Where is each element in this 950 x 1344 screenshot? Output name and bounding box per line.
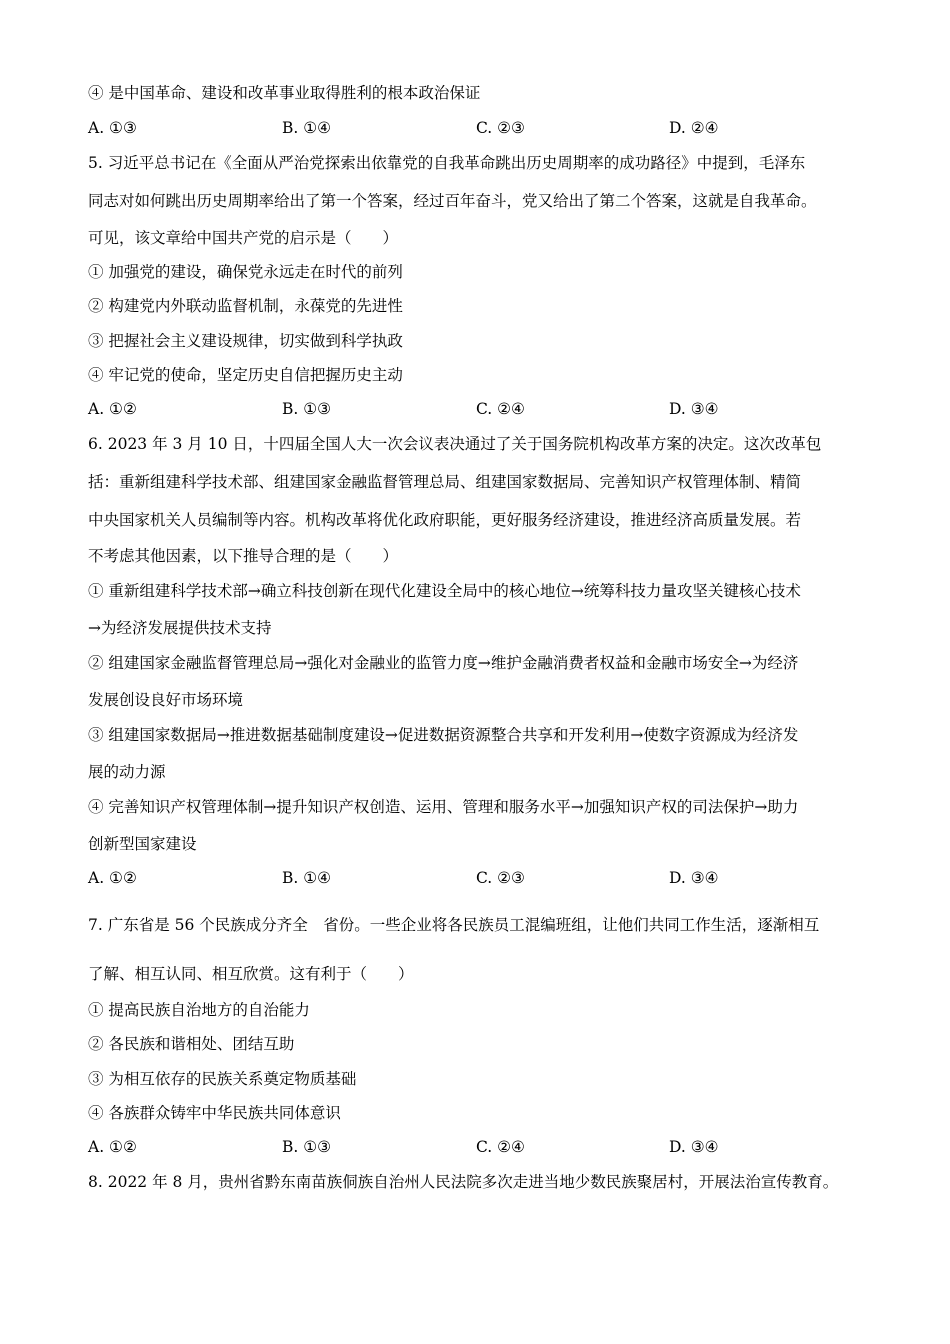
q7-option-d: D. ③④ (669, 1138, 719, 1156)
q6-item-2: ② 组建国家金融监督管理总局→强化对金融业的监管力度→维护金融消费者权益和金融市场安全→为经济 (88, 654, 799, 672)
q6-option-d: D. ③④ (669, 869, 719, 887)
q6-item-3-cont: 展的动力源 (88, 763, 166, 781)
q7-option-c: C. ②④ (476, 1138, 525, 1156)
q5-stem-line-2: 同志对如何跳出历史周期率给出了第一个答案，经过百年奋斗，党又给出了第二个答案，这就是自我革命。 (88, 192, 817, 210)
q5-stem-line-1: 5. 习近平总书记在《全面从严治党探索出依靠党的自我革命跳出历史周期率的成功路径》中提到，毛泽东 (88, 154, 806, 172)
q6-item-1: ① 重新组建科学技术部→确立科技创新在现代化建设全局中的核心地位→统筹科技力量攻坚关键核心技术 (88, 582, 801, 600)
q6-stem-line-2: 括：重新组建科学技术部、组建国家金融监督管理总局、组建国家数据局、完善知识产权管理体制、精简 (88, 473, 802, 491)
q6-stem-line-1: 6. 2023 年 3 月 10 日，十四届全国人大一次会议表决通过了关于国务院机构改革方案的决定。这次改革包 (88, 435, 822, 453)
q7-item-1: ① 提高民族自治地方的自治能力 (88, 1001, 310, 1019)
q7-item-3: ③ 为相互依存的民族关系奠定物质基础 (88, 1070, 357, 1088)
q4-option-b: B. ①④ (282, 119, 332, 137)
q6-item-4: ④ 完善知识产权管理体制→提升知识产权创造、运用、管理和服务水平→加强知识产权的司法保护→助力 (88, 798, 799, 816)
q4-option-a: A. ①③ (88, 119, 137, 137)
q4-option-c: C. ②③ (476, 119, 525, 137)
q6-item-3: ③ 组建国家数据局→推进数据基础制度建设→促进数据资源整合共享和开发利用→使数字资源成为经济发 (88, 726, 799, 744)
q5-item-1: ① 加强党的建设，确保党永远走在时代的前列 (88, 263, 403, 281)
q5-item-2: ② 构建党内外联动监督机制，永葆党的先进性 (88, 297, 403, 315)
q6-option-b: B. ①④ (282, 869, 332, 887)
q4-item-4: ④ 是中国革命、建设和改革事业取得胜利的根本政治保证 (88, 84, 481, 102)
q7-item-4: ④ 各族群众铸牢中华民族共同体意识 (88, 1104, 341, 1122)
q5-option-a: A. ①② (88, 400, 137, 418)
q7-option-a: A. ①② (88, 1138, 137, 1156)
q8-stem-line-1: 8. 2022 年 8 月，贵州省黔东南苗族侗族自治州人民法院多次走进当地少数民族聚居村，开展法治宣传教育。 (88, 1173, 839, 1191)
q5-item-4: ④ 牢记党的使命，坚定历史自信把握历史主动 (88, 366, 403, 384)
q7-item-2: ② 各民族和谐相处、团结互助 (88, 1035, 295, 1053)
q5-option-b: B. ①③ (282, 400, 332, 418)
q6-item-1-cont: →为经济发展提供技术支持 (88, 619, 272, 637)
q7-stem-line-2: 了解、相互认同、相互欣赏。这有利于（ ） (88, 965, 414, 983)
q6-stem-line-3: 中央国家机关人员编制等内容。机构改革将优化政府职能，更好服务经济建设，推进经济高质量发展。若 (88, 511, 802, 529)
q7-option-b: B. ①③ (282, 1138, 332, 1156)
q5-option-c: C. ②④ (476, 400, 525, 418)
q4-option-d: D. ②④ (669, 119, 719, 137)
q6-stem-line-4: 不考虑其他因素，以下推导合理的是（ ） (88, 547, 399, 565)
q6-item-2-cont: 发展创设良好市场环境 (88, 691, 244, 709)
q5-item-3: ③ 把握社会主义建设规律，切实做到科学执政 (88, 332, 403, 350)
q5-option-d: D. ③④ (669, 400, 719, 418)
q6-option-c: C. ②③ (476, 869, 525, 887)
q7-stem-line-1: 7. 广东省是 56 个民族成分齐全 省份。一些企业将各民族员工混编班组，让他们共同工作生活，逐渐相互 (88, 916, 820, 934)
q6-item-4-cont: 创新型国家建设 (88, 835, 197, 853)
q6-option-a: A. ①② (88, 869, 137, 887)
q5-stem-line-3: 可见，该文章给中国共产党的启示是（ ） (88, 229, 399, 247)
